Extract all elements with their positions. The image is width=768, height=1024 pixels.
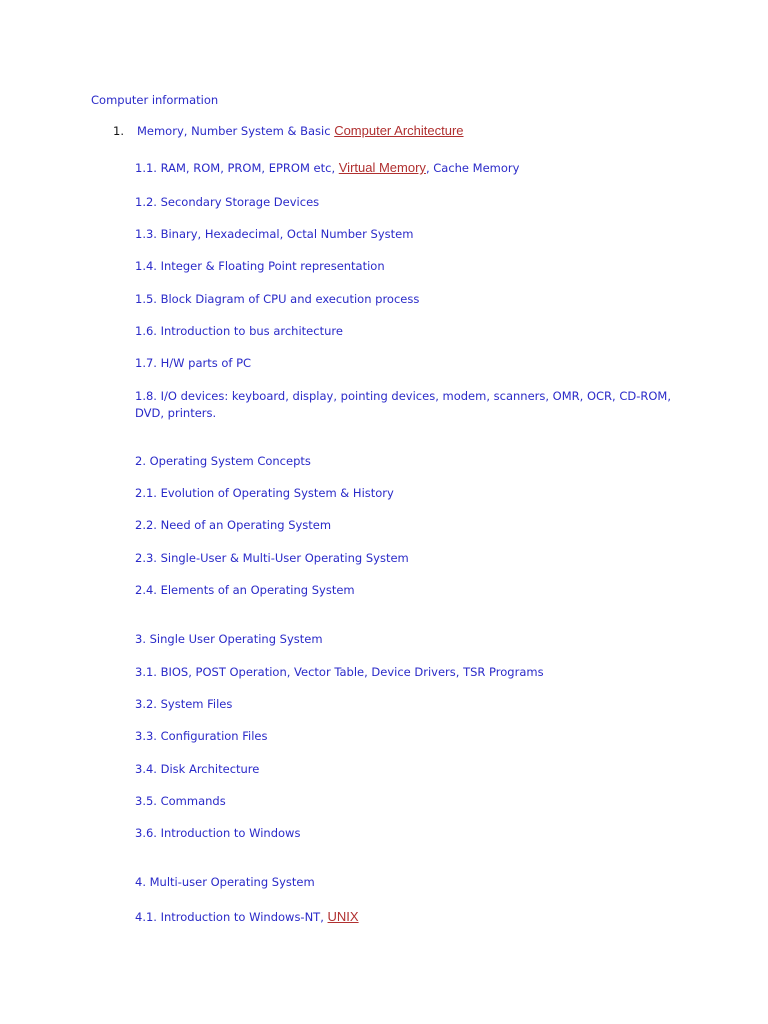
item-2-4: 2.4. Elements of an Operating System xyxy=(135,583,355,597)
item-2-2: 2.2. Need of an Operating System xyxy=(135,518,332,532)
item-3-5: 3.5. Commands xyxy=(135,794,226,808)
item-1-6: 1.6. Introduction to bus architecture xyxy=(135,324,343,338)
item-1-7: 1.7. H/W parts of PC xyxy=(135,356,252,370)
item-2-3: 2.3. Single-User & Multi-User Operating System xyxy=(135,551,409,565)
computer-architecture-link[interactable]: Computer Architecture xyxy=(334,123,464,138)
item-3-3: 3.3. Configuration Files xyxy=(135,729,268,743)
section-4-heading: 4. Multi-user Operating System xyxy=(135,875,315,889)
section-2-heading: 2. Operating System Concepts xyxy=(135,454,311,468)
item-1-5: 1.5. Block Diagram of CPU and execution process xyxy=(135,292,420,306)
section-1-number: 1. xyxy=(113,124,124,138)
item-3-1: 3.1. BIOS, POST Operation, Vector Table, Device Drivers, TSR Programs xyxy=(135,665,544,679)
item-1-3: 1.3. Binary, Hexadecimal, Octal Number System xyxy=(135,227,414,241)
item-1-8: 1.8. I/O devices: keyboard, display, pointing devices, modem, scanners, OMR, OCR, CD-ROM, DVD, printers. xyxy=(135,389,671,420)
section-3-heading: 3. Single User Operating System xyxy=(135,632,323,646)
item-1-2: 1.2. Secondary Storage Devices xyxy=(135,195,320,209)
item-1-1-text: 1.1. RAM, ROM, PROM, EPROM etc, xyxy=(135,161,339,175)
section-1-heading xyxy=(113,123,464,139)
item-4-1-text: 4.1. Introduction to Windows-NT, xyxy=(135,910,328,924)
unix-link[interactable]: UNIX xyxy=(327,909,359,924)
item-3-4: 3.4. Disk Architecture xyxy=(135,762,260,776)
item-1-4: 1.4. Integer & Floating Point representation xyxy=(135,259,385,273)
item-1-1-text-end: , Cache Memory xyxy=(425,161,520,175)
item-4-1 xyxy=(135,909,359,925)
document-title: Computer information xyxy=(91,93,219,107)
item-3-6: 3.6. Introduction to Windows xyxy=(135,826,301,840)
virtual-memory-link[interactable]: Virtual Memory xyxy=(338,160,426,175)
item-1-1 xyxy=(135,160,519,176)
item-3-2: 3.2. System Files xyxy=(135,697,233,711)
section-1-text: Memory, Number System & Basic xyxy=(136,124,335,138)
item-2-1: 2.1. Evolution of Operating System & History xyxy=(135,486,394,500)
